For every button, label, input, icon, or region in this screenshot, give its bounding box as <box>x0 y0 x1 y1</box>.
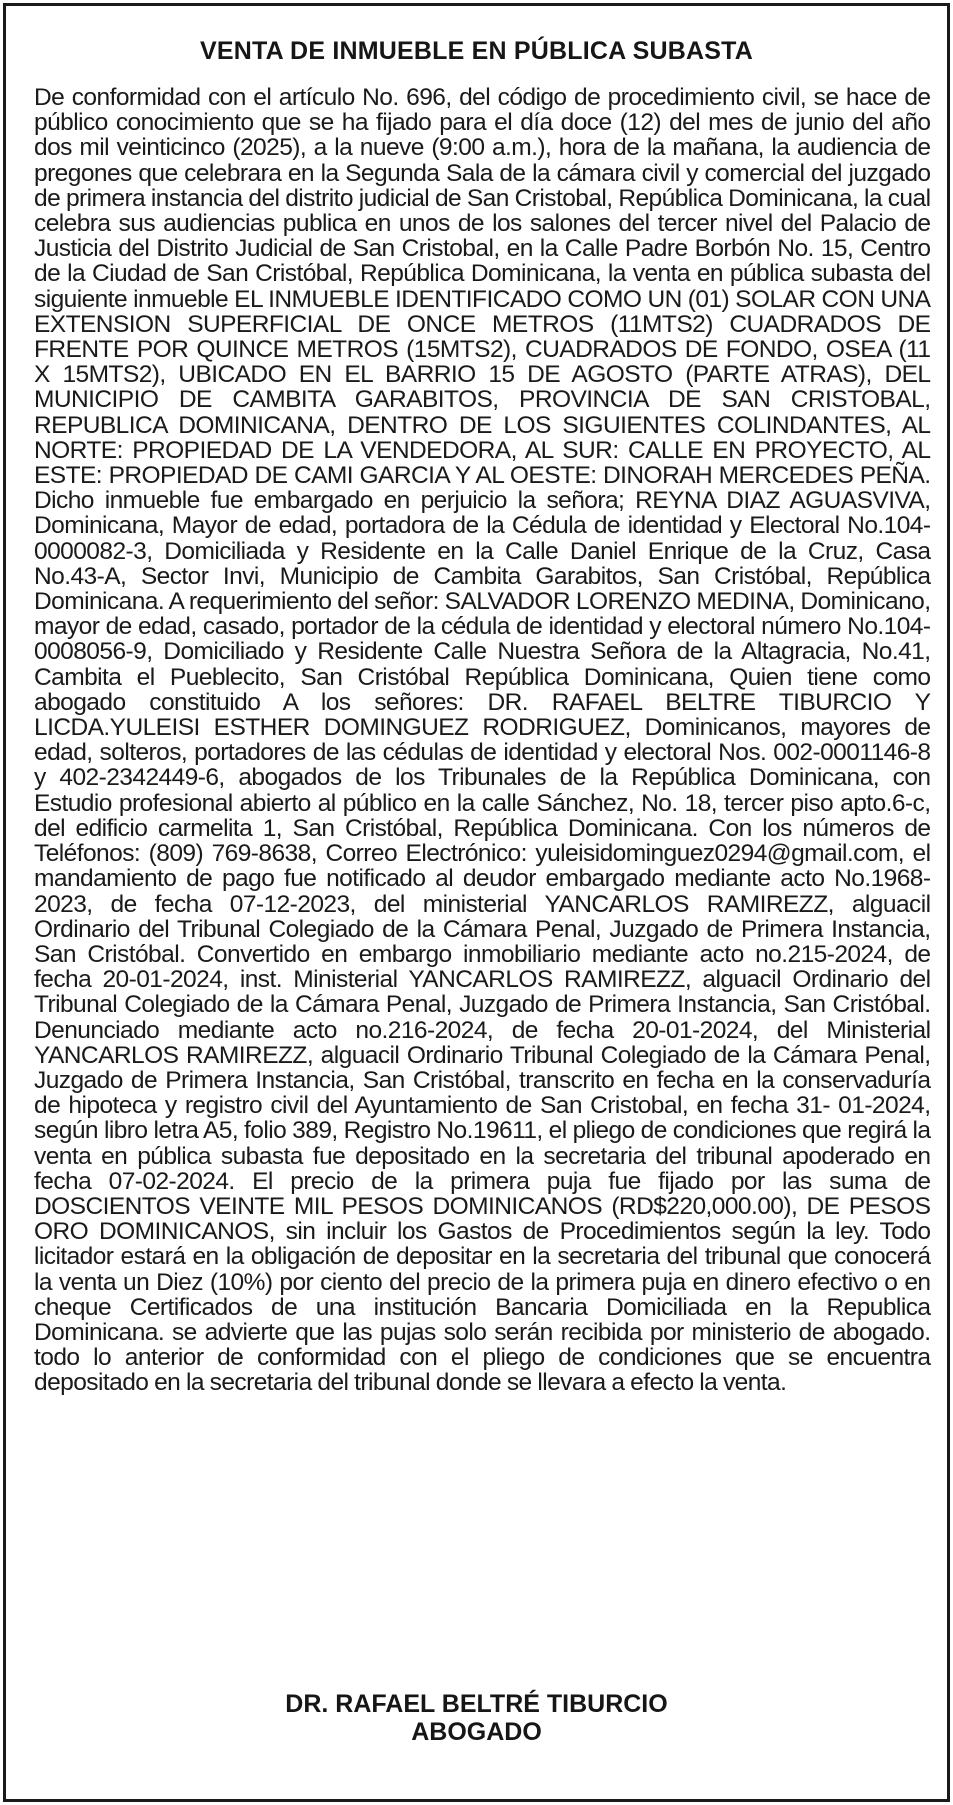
legal-notice <box>3 3 950 1802</box>
signature-name: DR. RAFAEL BELTRÉ TIBURCIO <box>285 1690 668 1718</box>
notice-title: VENTA DE INMUEBLE EN PÚBLICA SUBASTA <box>199 37 754 65</box>
signature-role: ABOGADO <box>411 1718 542 1746</box>
notice-body: De conformidad con el artículo No. 696, del código de procedimiento civil, se hace de público conocimiento que se ha fijado para el día doce (12) del mes de junio del año dos mil veinticinco (2025), a la nueve (9:00 a.m.), hora de la mañana, la audiencia de pregones que celebrara en la Segunda Sala de la cámara civil y comercial del juzgado de primera instancia del distrito judicial de San Cristobal, República Dominicana, la cual celebra sus audiencias publica en unos de los salones del tercer nivel del Palacio de Justicia del Distrito Judicial de San Cristobal, en la Calle Padre Borbón No. 15, Centro de la Ciudad de San Cristóbal, República Dominicana, la venta en pública subasta del siguiente inmueble EL INMUEBLE IDENTIFICADO COMO UN (01) SOLAR CON UNA EXTENSION SUPERFICIAL DE ONCE METROS (11MTS2) CUADRADOS DE FRENTE POR QUINCE METROS (15MTS2), CUADRADOS DE FONDO, OSEA (11 X 15MTS2), UBICADO EN EL BARRIO 15 DE AGOSTO (PARTE ATRAS), DEL MUNICIPIO DE CAMBITA GARABITOS, PROVINCIA DE SAN CRISTOBAL, REPUBLICA DOMINICANA, DENTRO DE LOS SIGUIENTES COLINDANTES, AL NORTE: PROPIEDAD DE LA VENDEDORA, AL SUR: CALLE EN PROYECTO, AL ESTE: PROPIEDAD DE CAMI GARCIA Y AL OESTE: DINORAH MERCEDES PEÑA. Dicho inmueble fue embargado en perjuicio la señora; REYNA DIAZ AGUASVIVA, Dominicana, Mayor de edad, portadora de la Cédula de identidad y Electoral No.104-0000082-3, Domiciliada y Residente en la Calle Daniel Enrique de la Cruz, Casa No.43-A, Sector Invi, Municipio de Cambita Garabitos, San Cristóbal, República Dominicana. A requerimiento del señor: SALVADOR LORENZO MEDINA, Dominicano, mayor de edad, casado, portador de la cédula de identidad y electoral número No.104-0008056-9, Domiciliado y Residente Calle Nuestra Señora de la Altagracia, No.41, Cambita el Pueblecito, San Cristóbal República Dominicana, Quien tiene como abogado constituido A los señores: DR. RAFAEL BELTRE TIBURCIO Y LICDA.YULEISI ESTHER DOMINGUEZ RODRIGUEZ, Dominicanos, mayores de edad, solteros, portadores de las cédulas de identidad y electoral Nos. 002-0001146-8 y 402-2342449-6, abogados de los Tribunales de la República Dominicana, con Estudio profesional abierto al público en la calle Sánchez, No. 18, tercer piso apto.6-c, del edificio carmelita 1, San Cristóbal, República Dominicana. Con los números de Teléfonos: (809) 769-8638, Correo Electrónico: yuleisidominguez0294@gmail.com, el mandamiento de pago fue notificado al deudor embargado mediante acto No.1968-2023, de fecha 07-12-2023, del ministerial YANCARLOS RAMIREZZ, alguacil Ordinario del Tribunal Colegiado de la Cámara Penal, Juzgado de Primera Instancia, San Cristóbal. Convertido en embargo inmobiliario mediante acto no.215-2024, de fecha 20-01-2024, inst. Ministerial YANCARLOS RAMIREZZ, alguacil Ordinario del Tribunal Colegiado de la Cámara Penal, Juzgado de Primera Instancia, San Cristóbal. Denunciado mediante acto no.216-2024, de fecha 20-01-2024, del Ministerial YANCARLOS RAMIREZZ, alguacil Ordinario Tribunal Colegiado de la Cámara Penal, Juzgado de Primera Instancia, San Cristóbal, transcrito en fecha en la conservaduría de hipoteca y registro civil del Ayuntamiento de San Cristobal, en fecha 31- 01-2024, según libro letra A5, folio 389, Registro No.19611, el pliego de condiciones que regirá la venta en pública subasta fue depositado en la secretaria del tribunal apoderado en fecha 07-02-2024. El precio de la primera puja fue fijado por las suma de DOSCIENTOS VEINTE MIL PESOS DOMINICANOS (RD$220,000.00), DE PESOS ORO DOMINICANOS, sin incluir los Gastos de Procedimientos según la ley. Todo licitador estará en la obligación de depositar en la secretaria del tribunal que conocerá la venta un Diez (10%) por ciento del precio de la primera puja en dinero efectivo o en cheque Certificados de una institución Bancaria Domiciliada en la Republica Dominicana. se advierte que las pujas solo serán recibida por ministerio de abogado. todo lo anterior de conformidad con el pliego de condiciones que se encuentra depositado en la secretaria del tribunal donde se llevara a efecto la venta. <box>34 85 931 1397</box>
signature-block <box>6 1690 947 1746</box>
